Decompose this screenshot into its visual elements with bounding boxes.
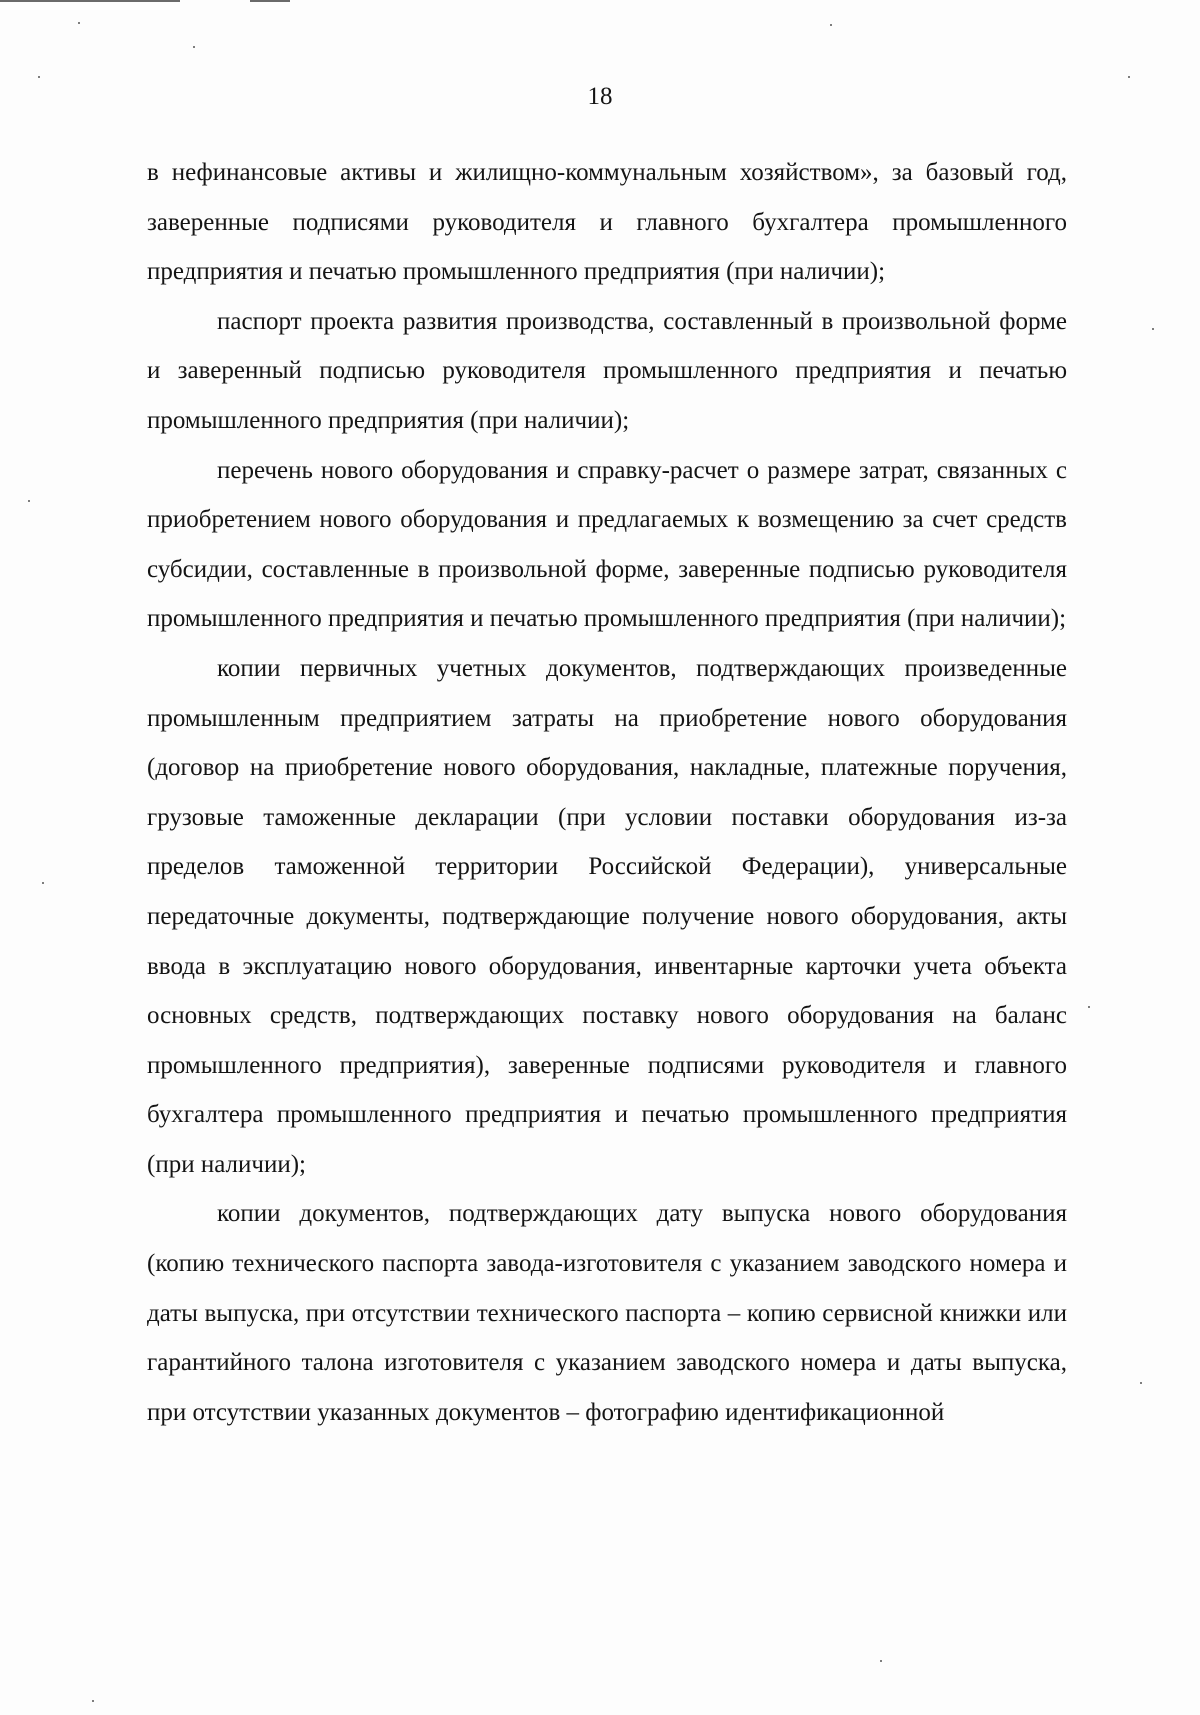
scan-speck	[42, 882, 44, 884]
scan-speck	[92, 1700, 94, 1702]
scan-speck	[28, 500, 30, 502]
scan-speck	[78, 22, 80, 24]
scan-speck	[1088, 1006, 1090, 1008]
scan-speck	[830, 24, 832, 26]
scan-edge-mark	[250, 0, 290, 2]
scan-speck	[880, 1660, 882, 1662]
scan-speck	[1140, 1382, 1142, 1384]
page-number: 18	[587, 83, 613, 110]
paragraph-project-passport: паспорт проекта развития производства, составленный в произвольной форме и заверенный подписью руководителя промышленного предприятия и печатью промышленного предприятия (при наличии);	[147, 307, 1067, 434]
paragraph-continuation: в нефинансовые активы и жилищно-коммунальным хозяйством», за базовый год, заверенные подписями руководителя и главного бухгалтера промышленного предприятия и печатью промышленного предприятия (при наличии);	[147, 159, 1067, 286]
paragraph-primary-documents: копии первичных учетных документов, подтверждающих произведенные промышленным предприятием затраты на приобретение нового оборудования (договор на приобретение нового оборудования, накладные, платежные поручения, грузовые таможенные декларации (при условии поставки оборудования из-за пределов таможенной территории Российской Федерации), универсальные передаточные документы, подтверждающие получение нового оборудования, акты ввода в эксплуатацию нового оборудования, инвентарные карточки учета объекта основных средств, подтверждающих поставку нового оборудования на баланс промышленного предприятия), заверенные подписями руководителя и главного бухгалтера промышленного предприятия и печатью промышленного предприятия (при наличии);	[147, 654, 1067, 1178]
paragraph-release-date-documents: копии документов, подтверждающих дату выпуска нового оборудования (копию технического паспорта завода-изготовителя с указанием заводского номера и даты выпуска, при отсутствии технического паспорта – копию сервисной книжки или гарантийного талона изготовителя с указанием заводского номера и даты выпуска, при отсутствии указанных документов – фотографию идентификационной	[147, 1200, 1067, 1426]
document-body	[147, 148, 1067, 1437]
scan-edge-mark	[0, 0, 180, 2]
scan-speck	[1152, 328, 1154, 330]
scan-speck	[193, 46, 195, 48]
scan-speck	[38, 76, 40, 78]
scan-speck	[1128, 76, 1130, 78]
paragraph-equipment-list: перечень нового оборудования и справку-расчет о размере затрат, связанных с приобретением нового оборудования и предлагаемых к возмещению за счет средств субсидии, составленные в произвольной форме, заверенные подписью руководителя промышленного предприятия и печатью промышленного предприятия (при наличии);	[147, 456, 1067, 633]
